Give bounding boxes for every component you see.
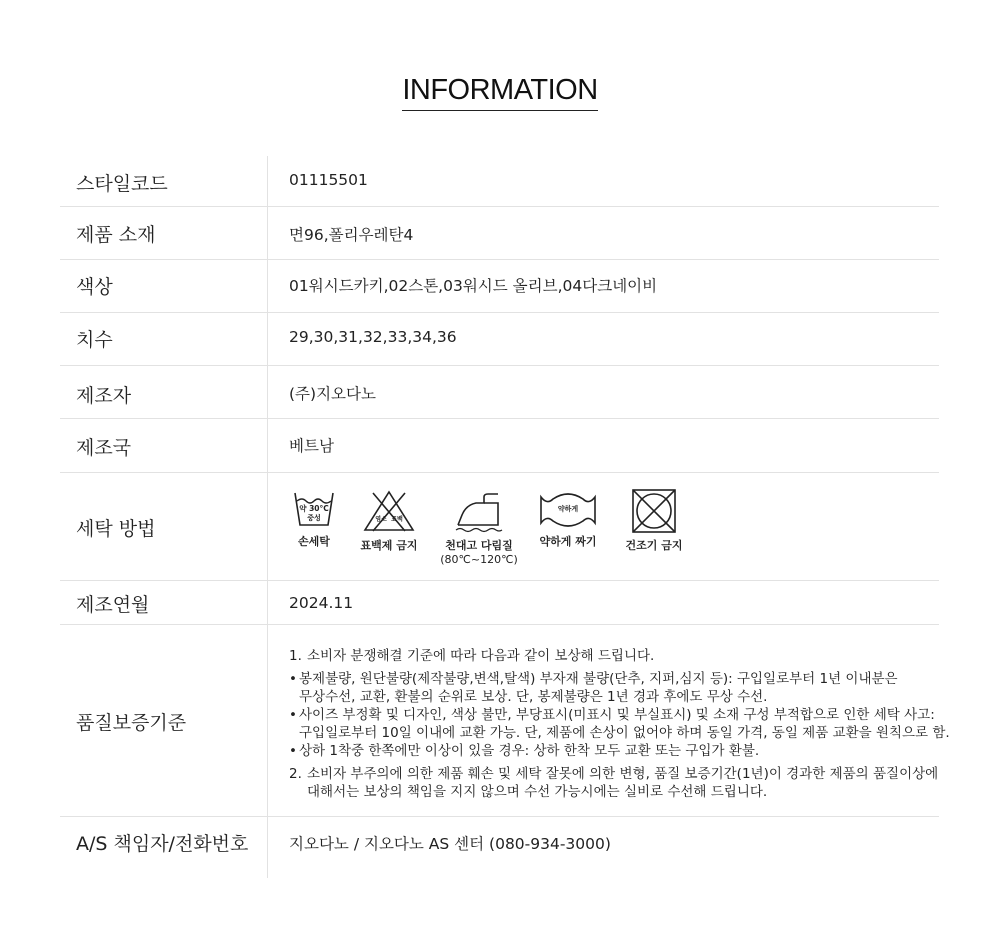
- page-title: [0, 70, 1000, 111]
- wash-caption-3: 천대고 다림질: [445, 539, 513, 552]
- wash-icon-3: [439, 489, 519, 567]
- bullet-2-line2: 구입일로부터 10일 이내에 교환 가능. 단, 제품에 손상이 없어야 하며 동일 가격, 동일 제품 교환을 원칙으로 함.: [299, 725, 950, 741]
- row-quality: [60, 625, 950, 817]
- label-washing: 세탁 방법: [76, 518, 156, 540]
- label-style-code: 스타일코드: [76, 173, 168, 195]
- label-country: 제조국: [76, 437, 132, 459]
- quality-item-2-num: 2.: [289, 766, 302, 782]
- wash-caption-5: 건조기 금지: [625, 539, 683, 552]
- quality-text: [289, 647, 950, 801]
- title-text: INFORMATION: [402, 70, 597, 111]
- row-maker: [60, 366, 939, 419]
- wash-caption-4: 약하게 짜기: [539, 535, 597, 548]
- label-maker: 제조자: [76, 385, 132, 407]
- hand-wash-temp: 약 30°C: [299, 504, 329, 513]
- row-country: [60, 419, 939, 473]
- row-date: [60, 581, 939, 625]
- quality-bullet-1: [289, 670, 950, 706]
- label-color: 색상: [76, 276, 113, 298]
- label-as: A/S 책임자/전화번호: [76, 833, 249, 855]
- label-date: 제조연월: [76, 594, 150, 616]
- no-tumble-dry-icon: [631, 489, 677, 533]
- quality-item-1: [289, 647, 950, 665]
- row-color: [60, 260, 939, 313]
- hand-wash-detergent: 중성: [307, 514, 321, 522]
- row-size: [60, 313, 939, 366]
- no-bleach-icon: [363, 489, 415, 533]
- wash-caption-1: 손세탁: [298, 535, 330, 548]
- wring-text: 약하게: [557, 505, 579, 513]
- value-date: 2024.11: [289, 594, 354, 612]
- row-as: [60, 817, 939, 878]
- row-style-code: [60, 156, 939, 207]
- row-washing: [60, 473, 939, 581]
- quality-item-1-text: 소비자 분쟁해결 기준에 따라 다음과 같이 보상해 드립니다.: [307, 648, 655, 664]
- quality-bullet-3: [289, 742, 950, 760]
- hand-wash-icon: [292, 489, 336, 529]
- value-country: 베트남: [289, 437, 334, 455]
- quality-item-2-line2: 대해서는 보상의 책임을 지지 않으며 수선 가능시에는 실비로 수선해 드립니다.: [307, 784, 768, 800]
- wash-caption-2: 표백제 금지: [360, 539, 418, 552]
- wash-icon-2: [357, 489, 421, 553]
- quality-item-2: [289, 765, 950, 801]
- no-bleach-text-1: 염소: [375, 516, 387, 523]
- wash-sub-3: (80℃~120℃): [440, 553, 518, 566]
- label-material: 제품 소재: [76, 224, 156, 246]
- wash-icon-4: [535, 489, 601, 549]
- label-quality: 품질보증기준: [76, 712, 187, 734]
- wash-icon-1: [289, 489, 339, 549]
- value-as: 지오다노 / 지오다노 AS 센터 (080-934-3000): [289, 835, 611, 853]
- wash-icon-5: [623, 489, 685, 553]
- bullet-1-line1: • 봉제불량, 원단불량(제작불량,변색,탈색) 부자재 불량(단추, 지퍼,심지 등): 구입일로부터 1년 이내분은: [299, 671, 898, 687]
- bullet-1-line2: 무상수선, 교환, 환불의 순위로 보상. 단, 봉제불량은 1년 경과 후에도 무상 수선.: [299, 689, 768, 705]
- quality-item-1-num: 1.: [289, 648, 302, 664]
- row-material: [60, 207, 939, 260]
- value-maker: (주)지오다노: [289, 385, 376, 403]
- wring-gently-icon: [537, 489, 599, 529]
- no-bleach-text-2: 표백: [391, 516, 403, 523]
- quality-bullet-2: [289, 706, 950, 742]
- iron-icon: [454, 489, 504, 533]
- value-color: 01워시드카키,02스톤,03워시드 올리브,04다크네이비: [289, 277, 658, 295]
- bullet-3-line1: • 상하 1착중 한쪽에만 이상이 있을 경우: 상하 한착 모두 교환 또는 구입가 환불.: [299, 743, 760, 759]
- value-size: 29,30,31,32,33,34,36: [289, 328, 457, 346]
- value-style-code: 01115501: [289, 171, 368, 189]
- bullet-2-line1: • 사이즈 부정확 및 디자인, 색상 불만, 부당표시(미표시 및 부실표시) 및 소재 구성 부적합으로 인한 세탁 사고:: [299, 707, 935, 723]
- value-material: 면96,폴리우레탄4: [289, 226, 414, 244]
- quality-item-2-line1: 소비자 부주의에 의한 제품 훼손 및 세탁 잘못에 의한 변형, 품질 보증기간(1년)이 경과한 제품의 품질이상에: [307, 766, 939, 782]
- label-size: 치수: [76, 329, 113, 351]
